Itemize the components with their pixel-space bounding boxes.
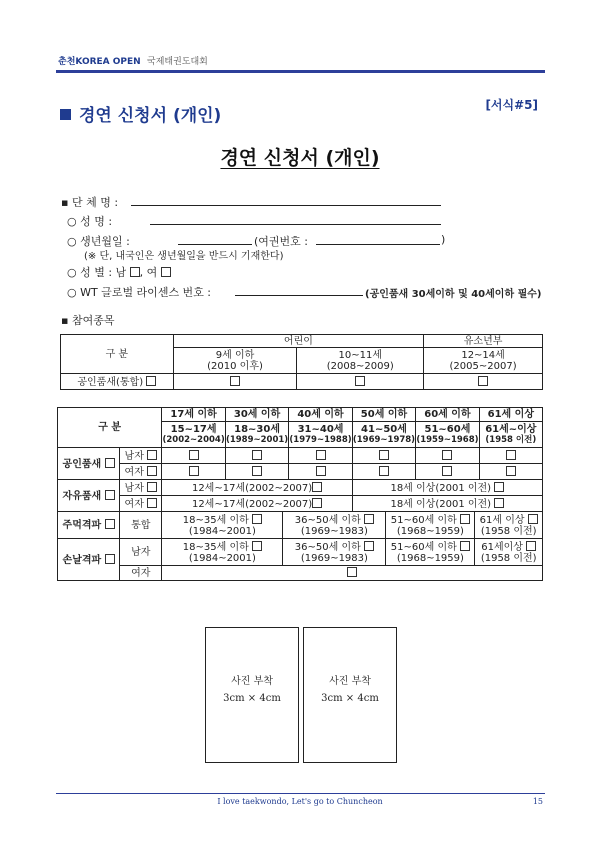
checkbox[interactable]: [379, 466, 389, 476]
gender-label: ○ 성 별 : 남: [67, 266, 127, 279]
unified-label: 통합: [120, 512, 162, 539]
header-brand: [58, 54, 208, 67]
checkbox[interactable]: [494, 498, 504, 508]
freestyle-poomsae-checkbox[interactable]: [105, 490, 115, 500]
male-label: 남자: [120, 480, 162, 496]
checkbox[interactable]: [316, 466, 326, 476]
footer-rule: [56, 793, 545, 794]
brand-text: 춘천KOREA OPEN: [58, 57, 141, 67]
square-bullet-icon: [60, 109, 71, 120]
passport-field[interactable]: [316, 244, 440, 245]
photo-size: 3cm × 4cm: [321, 693, 379, 704]
checkbox[interactable]: [147, 466, 157, 476]
checkbox[interactable]: [460, 541, 470, 551]
checkbox[interactable]: [355, 376, 365, 386]
checkbox[interactable]: [147, 498, 157, 508]
fist-age-groups: 18~35세 이하 (1984~2001) 36~50세 이하 (1969~1983) 51~60세 이하 (1968~1959) 61세 이상 (1958 이전): [162, 512, 543, 539]
male-label: 남자: [120, 539, 162, 566]
photo-label: 사진 부착: [231, 676, 273, 687]
checkbox[interactable]: [230, 376, 240, 386]
header-subtitle: 국제태권도대회: [147, 57, 208, 67]
checkbox[interactable]: [528, 514, 538, 524]
footer-slogan: I love taekwondo, Let's go to Chuncheon: [217, 797, 383, 806]
division-header: 구 분: [58, 408, 162, 448]
checkbox[interactable]: [147, 482, 157, 492]
female-checkbox[interactable]: [161, 267, 171, 277]
checkbox[interactable]: [312, 482, 322, 492]
checkbox[interactable]: [526, 541, 536, 551]
name-field[interactable]: [150, 224, 441, 225]
freestyle-senior: 18세 이상(2001 이전): [352, 480, 542, 496]
age-range: 31~40세 (1979~1988): [289, 422, 352, 448]
photo-box: [303, 627, 397, 763]
checkbox[interactable]: [312, 498, 322, 508]
passport-close: ): [441, 233, 446, 246]
age-range: 41~50세 (1969~1978): [352, 422, 415, 448]
age-head: 40세 이하: [289, 408, 352, 422]
birth-label: ○ 생년월일 :: [67, 235, 130, 248]
header-rule: [56, 70, 545, 73]
checkbox[interactable]: [478, 376, 488, 386]
children-table: [60, 334, 543, 390]
checkbox[interactable]: [347, 567, 357, 577]
checkbox[interactable]: [189, 450, 199, 460]
freestyle-junior: 12세~17세(2002~2007): [162, 496, 352, 512]
checkbox[interactable]: [364, 541, 374, 551]
license-note: (공인품새 30세이하 및 40세이하 필수): [365, 289, 542, 300]
team-field[interactable]: [131, 205, 441, 206]
age-head: 50세 이하: [352, 408, 415, 422]
checkbox[interactable]: [147, 450, 157, 460]
age-head: 60세 이하: [416, 408, 479, 422]
freestyle-senior: 18세 이상(2001 이전): [352, 496, 542, 512]
checkbox[interactable]: [494, 482, 504, 492]
photo-size: 3cm × 4cm: [223, 693, 281, 704]
female-label: 여자: [120, 566, 162, 581]
section-title: [60, 101, 221, 126]
male-label: 남자: [120, 448, 162, 464]
checkbox[interactable]: [506, 450, 516, 460]
female-label: 여자: [120, 496, 162, 512]
knife-hand-breaking-checkbox[interactable]: [105, 554, 115, 564]
youth-header: 유소년부: [424, 335, 543, 348]
checkbox[interactable]: [252, 541, 262, 551]
team-label: ▪ 단 체 명 :: [61, 196, 119, 209]
age-col-3: 12~14세 (2005~2007): [424, 348, 543, 374]
name-label: ○ 성 명 :: [67, 215, 113, 228]
age-col-2: 10~11세 (2008~2009): [297, 348, 424, 374]
female-label: 여자: [120, 464, 162, 480]
age-head: 30세 이하: [225, 408, 288, 422]
hand-age-groups: 18~35세 이하 (1984~2001) 36~50세 이하 (1969~1983) 51~60세 이하 (1968~1959) 61세이상 (1958 이전): [162, 539, 543, 566]
document-title: 경연 신청서 (개인): [220, 147, 380, 169]
male-checkbox[interactable]: [130, 267, 140, 277]
freestyle-poomsae-label: 자유품새: [58, 480, 120, 512]
checkbox[interactable]: [316, 450, 326, 460]
age-range: 51~60세 (1959~1968): [416, 422, 479, 448]
photo-label: 사진 부착: [329, 676, 371, 687]
checkbox[interactable]: [379, 450, 389, 460]
age-head: 17세 이하: [162, 408, 225, 422]
photo-box: [205, 627, 299, 763]
age-range: 15~17세 (2002~2004): [162, 422, 225, 448]
license-field[interactable]: [235, 295, 363, 296]
age-range: 61세~이상 (1958 이전): [479, 422, 542, 448]
checkbox[interactable]: [252, 466, 262, 476]
passport-label: (여권번호 :: [254, 235, 308, 248]
checkbox[interactable]: [442, 450, 452, 460]
division-header: 구 분: [61, 335, 174, 374]
checkbox[interactable]: [460, 514, 470, 524]
form-number: [서식#5]: [485, 98, 538, 112]
page-number: 15: [532, 797, 543, 806]
checkbox[interactable]: [506, 466, 516, 476]
birth-note: (※ 단, 내국인은 생년월일을 반드시 기재한다): [84, 251, 284, 262]
section-title-text: 경연 신청서 (개인): [79, 106, 222, 126]
official-unified-checkbox[interactable]: [146, 376, 156, 386]
events-label: ▪ 참여종목: [61, 314, 115, 327]
fist-breaking-label: 주먹격파: [58, 512, 120, 539]
events-table: [57, 407, 543, 581]
checkbox[interactable]: [442, 466, 452, 476]
official-unified-label: 공인품새(통합): [61, 374, 174, 390]
official-poomsae-checkbox[interactable]: [105, 458, 115, 468]
checkbox[interactable]: [252, 450, 262, 460]
official-poomsae-label: 공인품새: [58, 448, 120, 480]
fist-breaking-checkbox[interactable]: [105, 519, 115, 529]
freestyle-junior: 12세~17세(2002~2007): [162, 480, 352, 496]
age-head: 61세 이상: [479, 408, 542, 422]
checkbox[interactable]: [189, 466, 199, 476]
age-col-1: 9세 이하 (2010 이후): [173, 348, 297, 374]
age-range: 18~30세 (1989~2001): [225, 422, 288, 448]
children-header: 어린이: [173, 335, 423, 348]
checkbox[interactable]: [252, 514, 262, 524]
gender-sep: , 여: [139, 266, 158, 279]
gender-row: [67, 264, 171, 280]
knife-hand-breaking-label: 손날격파: [58, 539, 120, 581]
license-label: ○ WT 글로벌 라이센스 번호 :: [67, 286, 212, 299]
birth-field[interactable]: [178, 244, 252, 245]
checkbox[interactable]: [364, 514, 374, 524]
